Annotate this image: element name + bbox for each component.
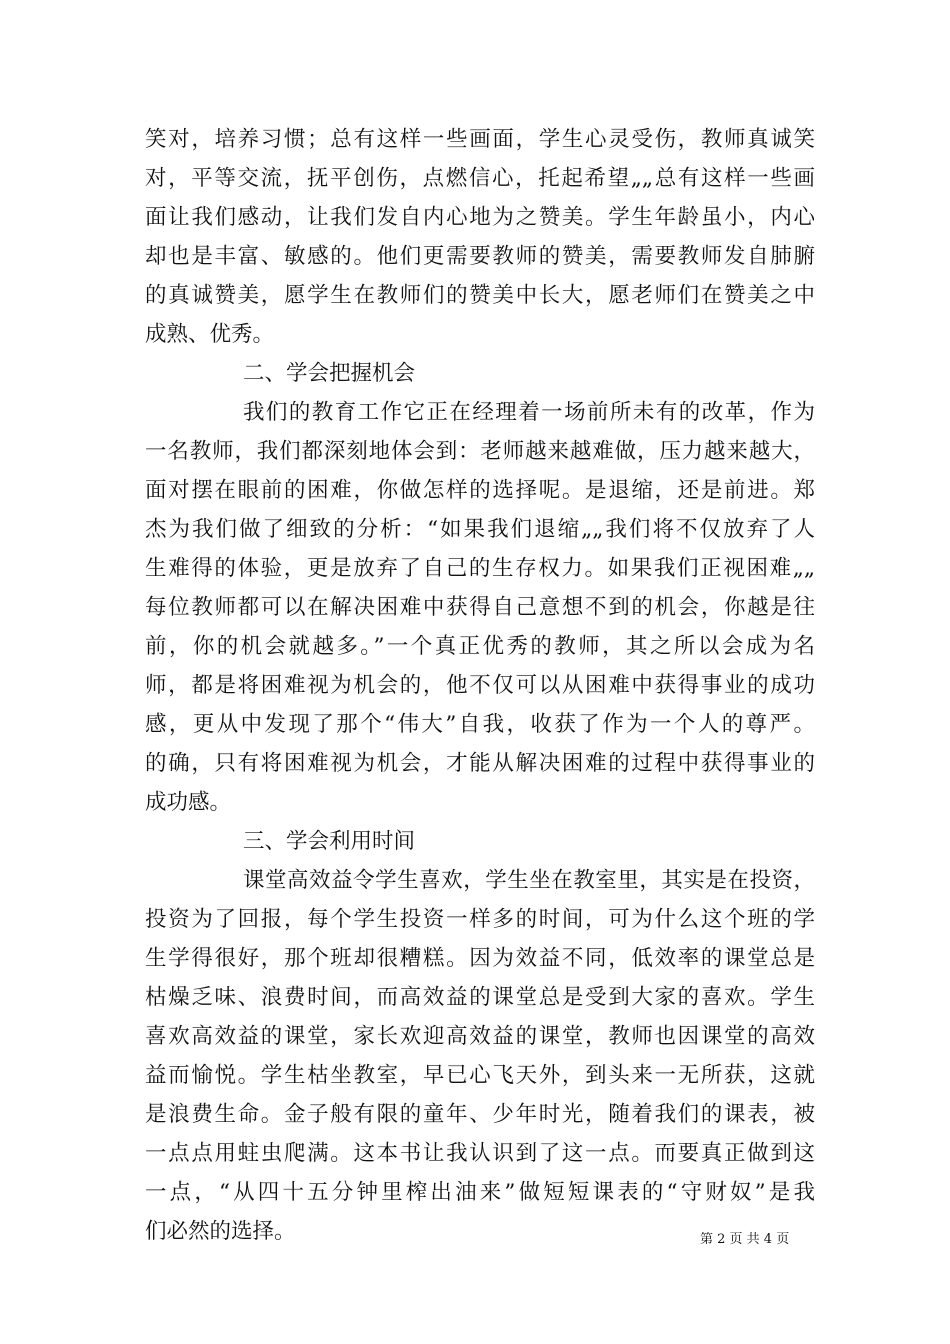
text-line: 我们的教育工作它正在经理着一场前所未有的改革，作为 (243, 400, 815, 425)
text-line: 课堂高效益令学生喜欢，学生坐在教室里，其实是在投资， (243, 868, 815, 893)
text-line: 每位教师都可以在解决困难中获得自己意想不到的机会，你越是往 (145, 595, 815, 620)
text-line: 一名教师，我们都深刻地体会到：老师越来越难做，压力越来越大， (145, 439, 815, 464)
text-line: 枯燥乏味、浪费时间，而高效益的课堂总是受到大家的喜欢。学生 (145, 985, 815, 1010)
page-number-footer: 第 2 页 共 4 页 (700, 1232, 790, 1247)
text-line: 生难得的体验，更是放弃了自己的生存权力。如果我们正视困难„„ (145, 556, 815, 581)
text-line: 成熟、优秀。 (145, 322, 275, 347)
text-line: 面让我们感动，让我们发自内心地为之赞美。学生年龄虽小，内心 (145, 205, 815, 230)
text-line: 生学得很好，那个班却很糟糕。因为效益不同，低效率的课堂总是 (145, 946, 815, 971)
text-line: 对，平等交流，抚平创伤，点燃信心，托起希望„„总有这样一些画 (145, 166, 815, 191)
text-line: 面对摆在眼前的困难，你做怎样的选择呢。是退缩，还是前进。郑 (145, 478, 815, 503)
section-heading: 三、学会利用时间 (243, 829, 416, 854)
text-line: 却也是丰富、敏感的。他们更需要教师的赞美，需要教师发自肺腑 (145, 244, 815, 269)
text-line: 一点，“从四十五分钟里榨出油来”做短短课表的“守财奴”是我 (145, 1180, 815, 1205)
document-body (145, 120, 815, 1251)
text-line: 感，更从中发现了那个“伟大”自我，收获了作为一个人的尊严。 (145, 712, 815, 737)
text-line: 前，你的机会就越多。”一个真正优秀的教师，其之所以会成为名 (145, 634, 815, 659)
text-line: 投资为了回报，每个学生投资一样多的时间，可为什么这个班的学 (145, 907, 815, 932)
text-line: 益而愉悦。学生枯坐教室，早已心飞天外，到头来一无所获，这就 (145, 1063, 815, 1088)
text-line: 喜欢高效益的课堂，家长欢迎高效益的课堂，教师也因课堂的高效 (145, 1024, 815, 1049)
section-heading: 二、学会把握机会 (243, 361, 416, 386)
text-line: 的真诚赞美，愿学生在教师们的赞美中长大，愿老师们在赞美之中 (145, 283, 815, 308)
text-line: 们必然的选择。 (145, 1219, 296, 1244)
text-line: 成功感。 (145, 790, 232, 815)
text-line: 是浪费生命。金子般有限的童年、少年时光，随着我们的课表，被 (145, 1102, 815, 1127)
text-line: 师，都是将困难视为机会的，他不仅可以从困难中获得事业的成功 (145, 673, 815, 698)
text-line: 笑对，培养习惯；总有这样一些画面，学生心灵受伤，教师真诚笑 (145, 127, 815, 152)
text-line: 的确，只有将困难视为机会，才能从解决困难的过程中获得事业的 (145, 751, 815, 776)
text-line: 杰为我们做了细致的分析：“如果我们退缩„„我们将不仅放弃了人 (145, 517, 815, 542)
text-line: 一点点用蛀虫爬满。这本书让我认识到了这一点。而要真正做到这 (145, 1141, 815, 1166)
